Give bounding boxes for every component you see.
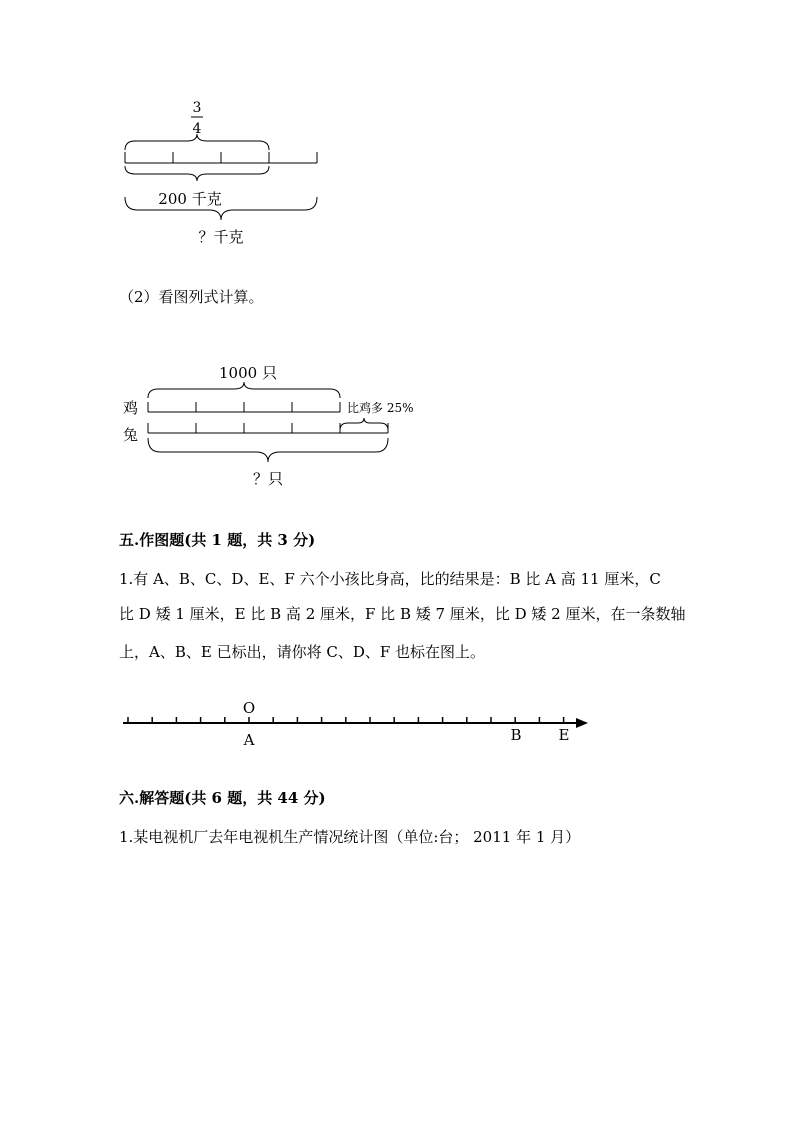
section-5-q1-line2: 比 D 矮 1 厘米，E 比 B 高 2 厘米，F 比 B 矮 7 厘米，比 D 矮 2 厘米，在一条数轴 — [119, 605, 686, 623]
section-6-title: 六.解答题(共 6 题，共 44 分) — [119, 789, 326, 807]
label-total-animals: ？只 — [252, 470, 284, 488]
rabbit-label: 兔 — [123, 426, 139, 444]
label-1000: 1000 只 — [219, 364, 277, 382]
label-total-kg: ？千克 — [198, 228, 244, 246]
point-e-label: E — [558, 726, 570, 744]
label-200-kg: 200 千克 — [158, 190, 222, 208]
section-6-q1: 1.某电视机厂去年电视机生产情况统计图（单位:台； 2011 年 1 月） — [119, 828, 581, 846]
origin-label: O — [242, 699, 256, 717]
axis-arrow — [576, 718, 588, 728]
more-25-label: 比鸡多 25% — [347, 401, 414, 415]
section-5-q1-line3: 上，A、B、E 已标出，请你将 C、D、F 也标在图上。 — [119, 643, 486, 661]
fraction-denominator: 4 — [192, 121, 202, 137]
question-2-prompt: （2）看图列式计算。 — [119, 288, 264, 306]
point-a-label: A — [243, 731, 255, 749]
section-5-title: 五.作图题(共 1 题，共 3 分) — [119, 531, 316, 549]
chicken-label: 鸡 — [123, 399, 139, 417]
fraction-numerator: 3 — [192, 100, 202, 116]
section-5-q1-line1: 1.有 A、B、C、D、E、F 六个小孩比身高，比的结果是：B 比 A 高 11 厘米，C — [119, 570, 661, 588]
point-b-label: B — [510, 726, 522, 744]
